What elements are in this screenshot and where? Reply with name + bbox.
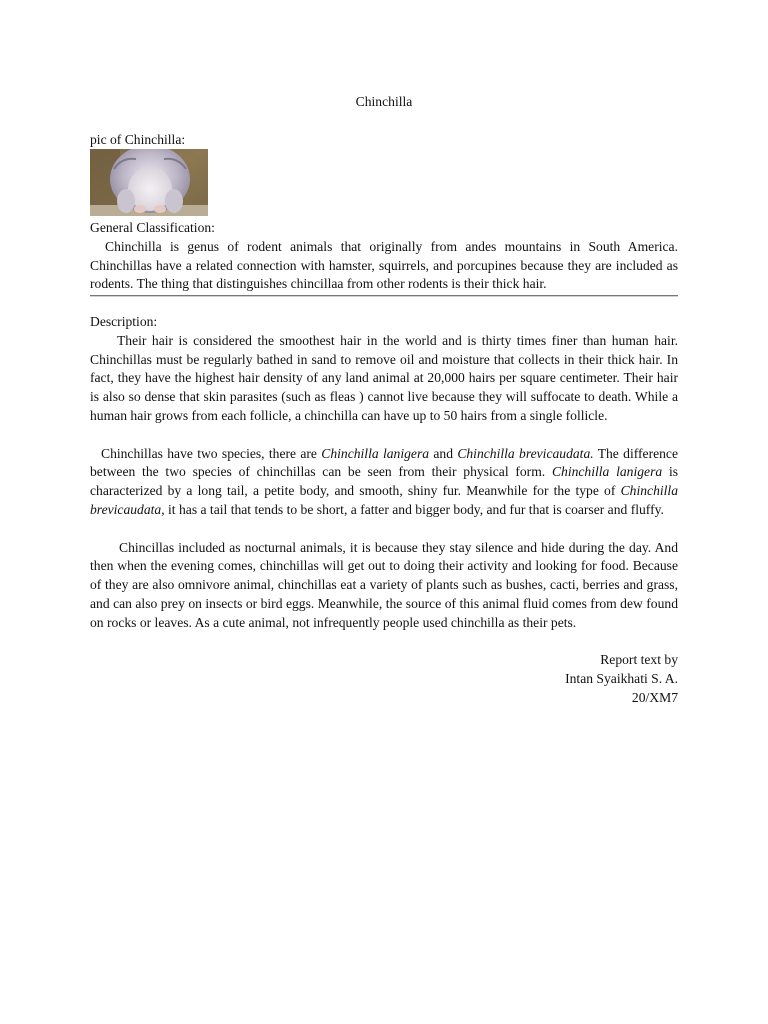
species-name-lanigera-2: Chinchilla lanigera bbox=[551, 464, 663, 480]
description-paragraph-2 bbox=[90, 445, 678, 520]
description-heading: Description: bbox=[90, 314, 158, 329]
classification-heading: General Classification: bbox=[90, 220, 215, 235]
signature-line-1: Report text by bbox=[600, 652, 678, 667]
species-text-2: and bbox=[429, 445, 458, 461]
species-text-1: Chinchillas have two species, there are bbox=[101, 445, 322, 461]
chinchilla-photo bbox=[90, 149, 208, 216]
section-divider bbox=[90, 295, 678, 297]
description-paragraph-3: Chincillas included as nocturnal animals, it is because they stay silence and hide during the day. And then when the evening comes, chinchillas will get out to doing their activity and looking for food. Because of they are also omnivore animal, chinchillas eat a variety of plants such as bushes, cacti, berries and grass, and can also prey on insects or bird eggs. Meanwhile, the source of this animal fluid comes from dew found on rocks or leaves. As a cute animal, not infrequently people used chinchilla as their pets. bbox=[90, 539, 678, 630]
classification-paragraph: Chinchilla is genus of rodent animals that originally from andes mountains in South America. Chinchillas have a related connection with hamster, squirrels, and porcupines because they are included as rodents. The thing that distinguishes chincillaa from other rodents is their thick hair. bbox=[90, 238, 678, 292]
species-text-4: is characterized by a long tail, a petite body, and smooth, shiny fur. Meanwhile for the type of bbox=[90, 464, 679, 499]
description-paragraph-1: Their hair is considered the smoothest hair in the world and is thirty times finer than human hair. Chinchillas must be regularly bathed in sand to remove oil and moisture that collects in their thick hair. In fact, they have the highest hair density of any land animal at 20,000 hairs per square centimeter. Their hair is also so dense that skin parasites (such as fleas ) cannot live because they will suffocate to death. While a human hair grows from each follicle, a chinchilla can have up to 50 hairs from a single follicle. bbox=[90, 332, 678, 423]
species-text-3: The difference between the two species of chinchillas can be seen from their physical form. bbox=[90, 445, 678, 480]
author-name: Intan Syaikhati S. A. bbox=[565, 670, 678, 686]
species-text-5: , it has a tail that tends to be short, a fatter and bigger body, and fur that is coarser and fluffy. bbox=[161, 501, 664, 517]
author-class: 20/XM7 bbox=[631, 689, 678, 705]
species-name-brevicaudata-2: Chinchilla brevicaudata bbox=[90, 483, 678, 517]
document-title: Chinchilla bbox=[355, 94, 413, 109]
description-section bbox=[90, 313, 678, 633]
species-name-lanigera: Chinchilla lanigera bbox=[321, 445, 430, 461]
species-name-brevicaudata: Chinchilla brevicaudata. bbox=[457, 445, 594, 461]
classification-section bbox=[90, 219, 678, 294]
picture-label: pic of Chinchilla: bbox=[90, 132, 186, 147]
signature-block bbox=[565, 651, 678, 707]
